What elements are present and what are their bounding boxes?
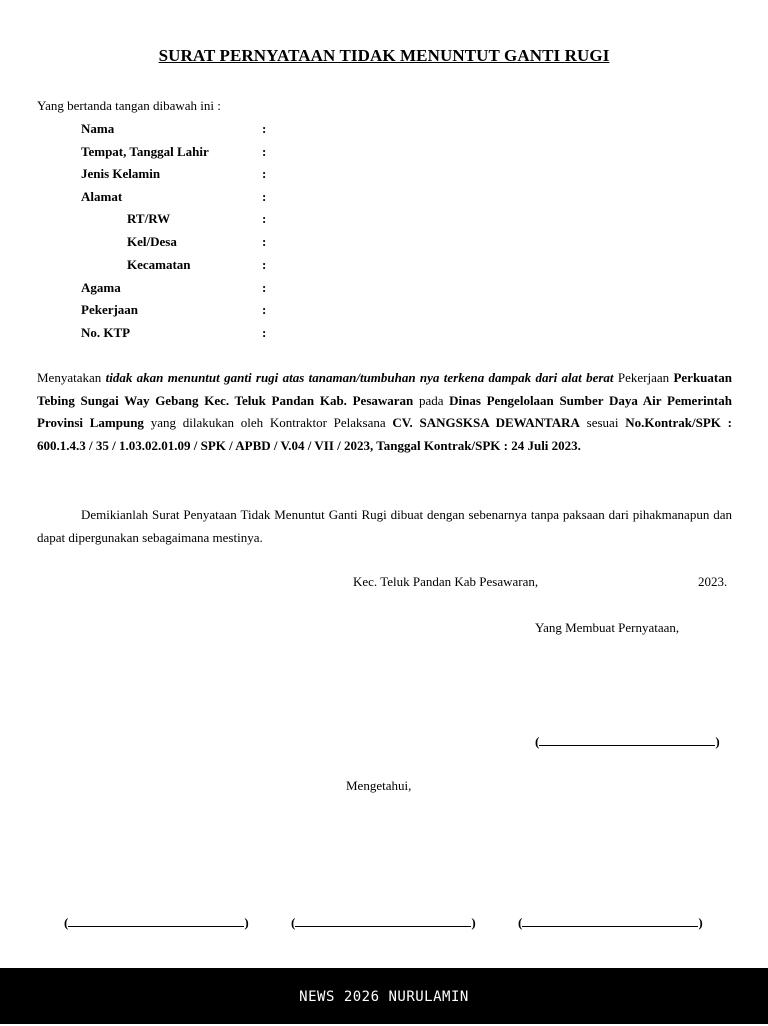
field-label-no-ktp: No. KTP	[81, 325, 131, 340]
field-label-tempat-tanggal-lahir: Tempat, Tanggal Lahir	[81, 144, 209, 159]
field-label-nama: Nama	[81, 121, 115, 136]
field-label-jenis-kelamin: Jenis Kelamin	[81, 166, 161, 181]
field-label-kecamatan: Kecamatan	[127, 257, 191, 272]
witness-signature-line-3: ( )	[518, 915, 703, 930]
field-colon: :	[262, 325, 267, 340]
year-text: 2023.	[698, 574, 728, 589]
intro-text: Yang bertanda tangan dibawah ini :	[37, 98, 221, 113]
field-colon: :	[262, 121, 267, 136]
acknowledged-label: Mengetahui,	[346, 778, 412, 793]
witness-signature-line-2: ( )	[291, 915, 476, 930]
statement-paragraph: Menyatakan tidak akan menuntut ganti rugi atas tanaman/tumbuhan nya terkena dampak dari alat berat Pekerjaan Perkuatan Tebing Sungai Way Gebang Kec. Teluk Pandan Kab. Pesawaran pada Dinas Pengelolaan Sumber Daya Air Pemerintah Provinsi Lampung yang dilakukan oleh Kontraktor Pelaksana CV. SANGSKSA DEWANTARA sesuai No.Kontrak/SPK : 600.1.4.3 / 35 / 1.03.02.01.09 / SPK / APBD / V.04 / VII / 2023, Tanggal Kontrak/SPK : 24 Juli 2023.	[37, 370, 732, 453]
field-colon: :	[262, 166, 267, 181]
field-label-agama: Agama	[81, 280, 121, 295]
closing-paragraph: Demikianlah Surat Penyataan Tidak Menuntut Ganti Rugi dibuat dengan sebenarnya tanpa paksaan dari pihakmanapun dan dapat dipergunakan sebagaimana mestinya.	[37, 507, 732, 545]
field-label-alamat: Alamat	[81, 189, 123, 204]
document-title: SURAT PERNYATAAN TIDAK MENUNTUT GANTI RUGI	[158, 46, 610, 65]
field-colon: :	[262, 257, 267, 272]
footer-text: NEWS 2026 NURULAMIN	[299, 989, 469, 1005]
field-label-kel-desa: Kel/Desa	[127, 234, 177, 249]
field-colon: :	[262, 189, 267, 204]
field-colon: :	[262, 234, 267, 249]
maker-label: Yang Membuat Pernyataan,	[535, 620, 680, 635]
place-text: Kec. Teluk Pandan Kab Pesawaran,	[353, 574, 539, 589]
field-colon: :	[262, 211, 267, 226]
field-colon: :	[262, 302, 267, 317]
field-label-rt-rw: RT/RW	[127, 211, 171, 226]
maker-signature-line: ( )	[535, 734, 720, 749]
field-colon: :	[262, 280, 267, 295]
field-colon: :	[262, 144, 267, 159]
field-label-pekerjaan: Pekerjaan	[81, 302, 139, 317]
footer-banner	[0, 968, 768, 1024]
witness-signature-line-1: ( )	[64, 915, 249, 930]
